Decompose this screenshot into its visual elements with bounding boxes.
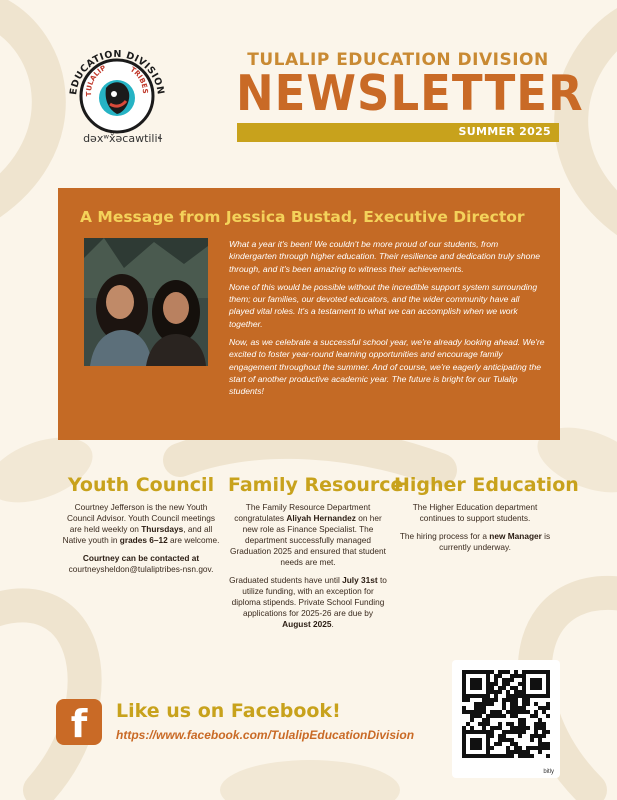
qr-module bbox=[514, 698, 518, 702]
qr-module bbox=[506, 750, 510, 754]
qr-module bbox=[482, 726, 486, 730]
qr-module bbox=[490, 726, 494, 730]
qr-module bbox=[514, 726, 518, 730]
higher-education-heading: Higher Education bbox=[394, 474, 579, 496]
qr-module bbox=[526, 746, 530, 750]
qr-module bbox=[522, 754, 526, 758]
qr-module bbox=[538, 734, 542, 738]
qr-module bbox=[510, 730, 514, 734]
qr-module bbox=[518, 734, 522, 738]
qr-module bbox=[542, 710, 546, 714]
qr-module bbox=[478, 706, 482, 710]
qr-module bbox=[498, 722, 502, 726]
qr-module bbox=[510, 702, 514, 706]
qr-module bbox=[518, 694, 522, 698]
qr-module bbox=[490, 670, 494, 674]
qr-module bbox=[510, 754, 514, 758]
qr-module bbox=[482, 702, 486, 706]
qr-code[interactable] bbox=[462, 670, 550, 758]
qr-module bbox=[506, 722, 510, 726]
qr-module bbox=[478, 714, 482, 718]
education-division-logo bbox=[62, 38, 172, 134]
qr-module bbox=[494, 726, 498, 730]
qr-module bbox=[486, 718, 490, 722]
qr-module bbox=[522, 726, 526, 730]
qr-module bbox=[486, 722, 490, 726]
qr-module bbox=[526, 702, 530, 706]
qr-module bbox=[502, 682, 506, 686]
qr-module bbox=[514, 742, 518, 746]
qr-module bbox=[534, 722, 538, 726]
qr-module bbox=[514, 686, 518, 690]
qr-module bbox=[494, 714, 498, 718]
qr-finder bbox=[530, 678, 542, 690]
qr-module bbox=[514, 750, 518, 754]
qr-module bbox=[518, 682, 522, 686]
qr-module bbox=[534, 710, 538, 714]
qr-module bbox=[514, 746, 518, 750]
logo-subtitle: dəxʷx̌əcawtiliɬ bbox=[83, 132, 163, 145]
qr-finder bbox=[470, 678, 482, 690]
qr-module bbox=[502, 702, 506, 706]
qr-module bbox=[498, 738, 502, 742]
qr-module bbox=[490, 714, 494, 718]
qr-module bbox=[506, 670, 510, 674]
qr-module bbox=[490, 734, 494, 738]
facebook-heading: Like us on Facebook! bbox=[116, 700, 341, 722]
qr-module bbox=[466, 710, 470, 714]
qr-module bbox=[498, 710, 502, 714]
qr-module bbox=[494, 690, 498, 694]
qr-module bbox=[498, 690, 502, 694]
qr-module bbox=[522, 718, 526, 722]
qr-module bbox=[510, 742, 514, 746]
qr-module bbox=[514, 670, 518, 674]
higher-education-column bbox=[394, 474, 579, 560]
qr-module bbox=[522, 750, 526, 754]
qr-module bbox=[538, 750, 542, 754]
qr-module bbox=[534, 702, 538, 706]
qr-module bbox=[542, 722, 546, 726]
qr-module bbox=[518, 674, 522, 678]
qr-module bbox=[534, 734, 538, 738]
qr-module bbox=[494, 682, 498, 686]
qr-module bbox=[510, 706, 514, 710]
qr-module bbox=[506, 754, 510, 758]
qr-code-card[interactable] bbox=[452, 660, 560, 778]
qr-module bbox=[502, 670, 506, 674]
qr-module bbox=[506, 738, 510, 742]
qr-module bbox=[510, 710, 514, 714]
director-photo bbox=[84, 238, 208, 366]
qr-module bbox=[486, 702, 490, 706]
qr-module bbox=[546, 746, 550, 750]
qr-module bbox=[522, 722, 526, 726]
qr-module bbox=[462, 706, 466, 710]
youth-council-column bbox=[60, 474, 222, 582]
qr-module bbox=[538, 726, 542, 730]
family-resource-heading: Family Resource bbox=[228, 474, 404, 496]
message-paragraph: Now, as we celebrate a successful school year, we're already looking ahead. We're excited to foster year-round learning opportunities and encourage family engagement throughout the summer. And of course, we're eagerly anticipating the start of another productive academic year. The future is bright for our Tulalip students! bbox=[229, 337, 545, 397]
qr-module bbox=[510, 714, 514, 718]
director-message-box bbox=[58, 188, 560, 440]
qr-module bbox=[542, 742, 546, 746]
qr-module bbox=[498, 726, 502, 730]
qr-module bbox=[502, 678, 506, 682]
qr-module bbox=[514, 694, 518, 698]
family-resource-deadlines: Graduated students have until July 31st to utilize funding, with an exception for diploma stipends. Private School Funding applications for 2025-26 are due by August 2025. bbox=[229, 575, 387, 629]
qr-module bbox=[494, 742, 498, 746]
qr-module bbox=[542, 726, 546, 730]
qr-caption: bitly bbox=[543, 769, 554, 775]
qr-module bbox=[530, 738, 534, 742]
qr-module bbox=[490, 746, 494, 750]
qr-module bbox=[478, 702, 482, 706]
qr-module bbox=[518, 754, 522, 758]
message-paragraph: What a year it's been! We couldn't be more proud of our students, from kindergarten through higher education. Their resilience and dedication truly shone through, and it's been amazing to witness their achievements. bbox=[229, 239, 541, 274]
qr-module bbox=[470, 726, 474, 730]
qr-module bbox=[462, 726, 466, 730]
qr-module bbox=[514, 730, 518, 734]
qr-module bbox=[546, 706, 550, 710]
qr-module bbox=[490, 690, 494, 694]
qr-module bbox=[490, 754, 494, 758]
family-resource-column bbox=[228, 474, 404, 637]
qr-module bbox=[546, 702, 550, 706]
qr-module bbox=[526, 710, 530, 714]
qr-module bbox=[530, 754, 534, 758]
qr-module bbox=[538, 738, 542, 742]
qr-module bbox=[482, 710, 486, 714]
qr-module bbox=[526, 754, 530, 758]
qr-module bbox=[522, 710, 526, 714]
qr-module bbox=[510, 694, 514, 698]
qr-module bbox=[498, 686, 502, 690]
qr-module bbox=[482, 722, 486, 726]
facebook-icon[interactable]: f bbox=[56, 699, 102, 745]
logo-inner-right: TRIBES bbox=[128, 65, 150, 94]
message-title: A Message from Jessica Bustad, Executive Director bbox=[80, 208, 525, 226]
qr-module bbox=[498, 754, 502, 758]
qr-module bbox=[470, 718, 474, 722]
qr-module bbox=[538, 706, 542, 710]
message-paragraph: None of this would be possible without the incredible support system surrounding them; our families, our devoted educators, and the wider community have all played vital roles. It's a testament to what we can accomplish when we work together. bbox=[229, 281, 538, 329]
qr-module bbox=[542, 734, 546, 738]
qr-module bbox=[518, 718, 522, 722]
qr-module bbox=[534, 714, 538, 718]
qr-module bbox=[490, 686, 494, 690]
family-resource-text: The Family Resource Department congratulates Aliyah Hernandez on her new role as Finance Specialist. The department successfully managed Graduation 2025 and ensured that student needs are met. bbox=[230, 502, 386, 567]
qr-module bbox=[506, 730, 510, 734]
qr-module bbox=[530, 734, 534, 738]
qr-module bbox=[502, 738, 506, 742]
qr-module bbox=[490, 698, 494, 702]
qr-module bbox=[518, 750, 522, 754]
qr-module bbox=[462, 698, 466, 702]
higher-education-text: The Higher Education department continues to support students. bbox=[412, 502, 538, 523]
qr-module bbox=[498, 714, 502, 718]
qr-module bbox=[518, 730, 522, 734]
qr-module bbox=[518, 710, 522, 714]
qr-module bbox=[510, 750, 514, 754]
logo-inner-left: TULALIP bbox=[84, 64, 108, 97]
qr-module bbox=[534, 746, 538, 750]
qr-module bbox=[522, 698, 526, 702]
contact-email[interactable]: courtneysheldon@tulaliptribes-nsn.gov. bbox=[68, 564, 214, 574]
qr-module bbox=[494, 674, 498, 678]
qr-module bbox=[522, 706, 526, 710]
qr-module bbox=[510, 726, 514, 730]
qr-module bbox=[506, 694, 510, 698]
qr-module bbox=[514, 714, 518, 718]
qr-module bbox=[526, 726, 530, 730]
qr-module bbox=[482, 706, 486, 710]
qr-module bbox=[498, 674, 502, 678]
qr-module bbox=[470, 714, 474, 718]
qr-module bbox=[526, 698, 530, 702]
qr-module bbox=[534, 726, 538, 730]
qr-module bbox=[518, 706, 522, 710]
qr-module bbox=[506, 682, 510, 686]
qr-module bbox=[522, 730, 526, 734]
qr-module bbox=[542, 730, 546, 734]
qr-finder bbox=[470, 738, 482, 750]
qr-module bbox=[502, 754, 506, 758]
qr-module bbox=[474, 714, 478, 718]
qr-module bbox=[482, 698, 486, 702]
qr-module bbox=[510, 674, 514, 678]
qr-module bbox=[510, 686, 514, 690]
qr-module bbox=[522, 702, 526, 706]
qr-module bbox=[530, 746, 534, 750]
qr-module bbox=[506, 698, 510, 702]
logo-ring-text: EDUCATION DIVISION bbox=[68, 48, 166, 96]
qr-module bbox=[542, 746, 546, 750]
qr-module bbox=[502, 714, 506, 718]
qr-module bbox=[482, 718, 486, 722]
qr-module bbox=[474, 702, 478, 706]
qr-module bbox=[526, 750, 530, 754]
qr-module bbox=[514, 710, 518, 714]
facebook-link[interactable]: https://www.facebook.com/TulalipEducationDivision bbox=[116, 728, 415, 742]
season-bar bbox=[237, 123, 559, 142]
qr-module bbox=[494, 698, 498, 702]
qr-module bbox=[474, 706, 478, 710]
qr-module bbox=[494, 754, 498, 758]
qr-module bbox=[514, 674, 518, 678]
youth-council-heading: Youth Council bbox=[67, 474, 215, 496]
qr-module bbox=[518, 726, 522, 730]
qr-module bbox=[498, 670, 502, 674]
qr-module bbox=[506, 746, 510, 750]
qr-module bbox=[518, 722, 522, 726]
qr-module bbox=[502, 730, 506, 734]
qr-module bbox=[538, 742, 542, 746]
qr-module bbox=[502, 734, 506, 738]
qr-module bbox=[538, 746, 542, 750]
qr-module bbox=[510, 678, 514, 682]
qr-module bbox=[490, 710, 494, 714]
qr-module bbox=[510, 722, 514, 726]
qr-module bbox=[486, 714, 490, 718]
qr-module bbox=[518, 690, 522, 694]
qr-module bbox=[466, 698, 470, 702]
youth-council-contact: Courtney can be contacted at courtneysheldon@tulaliptribes-nsn.gov. bbox=[68, 553, 214, 574]
qr-module bbox=[542, 706, 546, 710]
qr-module bbox=[478, 722, 482, 726]
qr-module bbox=[502, 698, 506, 702]
qr-module bbox=[546, 714, 550, 718]
qr-module bbox=[510, 738, 514, 742]
qr-module bbox=[546, 754, 550, 758]
qr-module bbox=[506, 690, 510, 694]
qr-module bbox=[494, 678, 498, 682]
qr-module bbox=[530, 714, 534, 718]
qr-module bbox=[534, 730, 538, 734]
qr-module bbox=[486, 698, 490, 702]
qr-module bbox=[510, 698, 514, 702]
qr-module bbox=[546, 742, 550, 746]
qr-module bbox=[506, 710, 510, 714]
qr-module bbox=[514, 706, 518, 710]
qr-module bbox=[474, 710, 478, 714]
qr-module bbox=[538, 722, 542, 726]
qr-module bbox=[502, 686, 506, 690]
higher-education-hiring: The hiring process for a new Manager is currently underway. bbox=[399, 531, 551, 552]
qr-module bbox=[518, 746, 522, 750]
message-body bbox=[229, 238, 547, 404]
qr-module bbox=[498, 734, 502, 738]
qr-module bbox=[546, 730, 550, 734]
newsletter-title: NEWSLETTER bbox=[236, 64, 584, 123]
qr-module bbox=[466, 722, 470, 726]
qr-module bbox=[502, 706, 506, 710]
qr-module bbox=[494, 710, 498, 714]
qr-module bbox=[506, 678, 510, 682]
qr-module bbox=[470, 710, 474, 714]
qr-module bbox=[498, 742, 502, 746]
qr-module bbox=[514, 702, 518, 706]
division-kicker: TULALIP EDUCATION DIVISION bbox=[247, 50, 549, 70]
qr-module bbox=[494, 694, 498, 698]
youth-council-text: Courtney Jefferson is the new Youth Council Advisor. Youth Council meetings are held weekly on Thursdays, and all Native youth in grades 6–12 are welcome. bbox=[62, 502, 220, 545]
qr-module bbox=[538, 718, 542, 722]
qr-module bbox=[514, 690, 518, 694]
qr-module bbox=[490, 682, 494, 686]
qr-module bbox=[462, 710, 466, 714]
qr-module bbox=[478, 710, 482, 714]
season-label: SUMMER 2025 bbox=[458, 125, 551, 138]
qr-module bbox=[490, 702, 494, 706]
qr-module bbox=[490, 730, 494, 734]
